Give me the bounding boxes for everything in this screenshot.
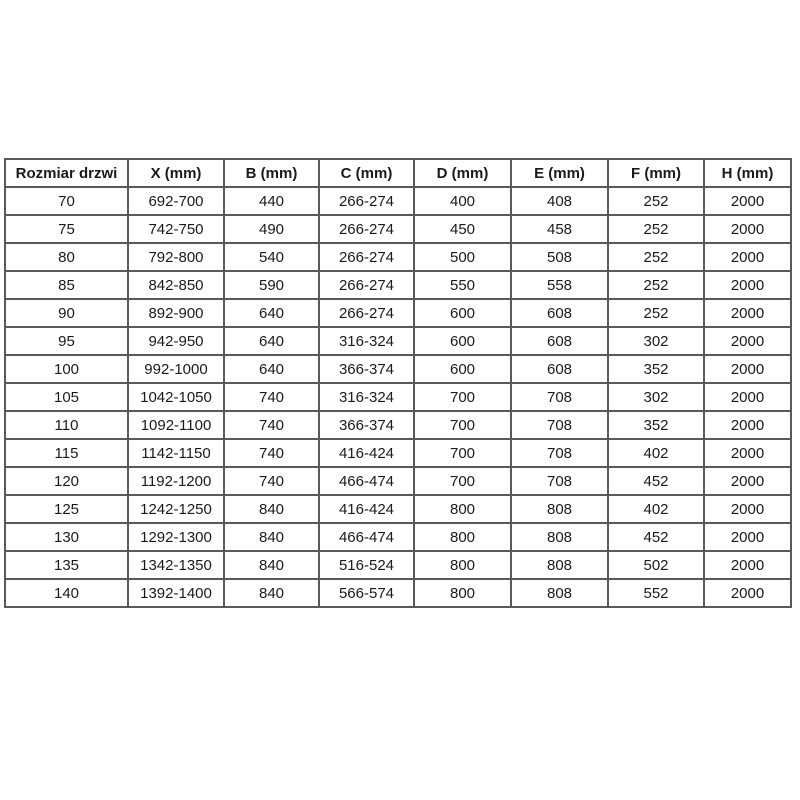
table-cell: 2000 bbox=[704, 299, 791, 327]
table-cell: 566-574 bbox=[319, 579, 414, 607]
table-cell: 1392-1400 bbox=[128, 579, 224, 607]
column-header: D (mm) bbox=[414, 159, 511, 187]
table-row bbox=[5, 411, 791, 439]
table-cell: 740 bbox=[224, 411, 319, 439]
table-cell: 550 bbox=[414, 271, 511, 299]
table-cell: 2000 bbox=[704, 579, 791, 607]
table-cell: 540 bbox=[224, 243, 319, 271]
table-cell: 800 bbox=[414, 579, 511, 607]
table-cell: 2000 bbox=[704, 271, 791, 299]
table-cell: 792-800 bbox=[128, 243, 224, 271]
table-cell: 516-524 bbox=[319, 551, 414, 579]
table-cell: 808 bbox=[511, 551, 608, 579]
column-header: H (mm) bbox=[704, 159, 791, 187]
table-cell: 316-324 bbox=[319, 383, 414, 411]
table-cell: 740 bbox=[224, 383, 319, 411]
table-cell: 416-424 bbox=[319, 495, 414, 523]
table-cell: 416-424 bbox=[319, 439, 414, 467]
table-cell: 80 bbox=[5, 243, 128, 271]
table-cell: 808 bbox=[511, 495, 608, 523]
table-cell: 110 bbox=[5, 411, 128, 439]
table-cell: 700 bbox=[414, 467, 511, 495]
table-cell: 466-474 bbox=[319, 467, 414, 495]
table-row bbox=[5, 299, 791, 327]
table-body bbox=[5, 187, 791, 607]
table-cell: 266-274 bbox=[319, 271, 414, 299]
column-header: B (mm) bbox=[224, 159, 319, 187]
table-cell: 808 bbox=[511, 579, 608, 607]
door-size-table bbox=[4, 158, 792, 608]
table-cell: 252 bbox=[608, 187, 704, 215]
table-cell: 608 bbox=[511, 299, 608, 327]
table-cell: 840 bbox=[224, 579, 319, 607]
table-cell: 640 bbox=[224, 355, 319, 383]
table-row bbox=[5, 215, 791, 243]
table-cell: 2000 bbox=[704, 495, 791, 523]
table-cell: 252 bbox=[608, 243, 704, 271]
table-cell: 800 bbox=[414, 523, 511, 551]
table-cell: 892-900 bbox=[128, 299, 224, 327]
table-cell: 490 bbox=[224, 215, 319, 243]
table-cell: 302 bbox=[608, 383, 704, 411]
column-header: E (mm) bbox=[511, 159, 608, 187]
table-cell: 842-850 bbox=[128, 271, 224, 299]
table-cell: 352 bbox=[608, 355, 704, 383]
table-cell: 2000 bbox=[704, 523, 791, 551]
column-header: F (mm) bbox=[608, 159, 704, 187]
table-cell: 608 bbox=[511, 355, 608, 383]
table-cell: 452 bbox=[608, 523, 704, 551]
table-cell: 85 bbox=[5, 271, 128, 299]
table-cell: 1242-1250 bbox=[128, 495, 224, 523]
table-cell: 2000 bbox=[704, 411, 791, 439]
table-cell: 252 bbox=[608, 299, 704, 327]
table-cell: 700 bbox=[414, 383, 511, 411]
table-cell: 120 bbox=[5, 467, 128, 495]
table-cell: 708 bbox=[511, 383, 608, 411]
table-row bbox=[5, 439, 791, 467]
table-cell: 508 bbox=[511, 243, 608, 271]
table-cell: 692-700 bbox=[128, 187, 224, 215]
table-cell: 252 bbox=[608, 215, 704, 243]
table-cell: 992-1000 bbox=[128, 355, 224, 383]
table-cell: 2000 bbox=[704, 439, 791, 467]
table-cell: 2000 bbox=[704, 243, 791, 271]
table-cell: 266-274 bbox=[319, 243, 414, 271]
table-cell: 708 bbox=[511, 439, 608, 467]
table-cell: 402 bbox=[608, 495, 704, 523]
table-cell: 100 bbox=[5, 355, 128, 383]
table-cell: 452 bbox=[608, 467, 704, 495]
table-cell: 266-274 bbox=[319, 215, 414, 243]
table-row bbox=[5, 579, 791, 607]
table-cell: 600 bbox=[414, 299, 511, 327]
table-row bbox=[5, 243, 791, 271]
table-cell: 302 bbox=[608, 327, 704, 355]
table-cell: 408 bbox=[511, 187, 608, 215]
table-cell: 95 bbox=[5, 327, 128, 355]
table-cell: 640 bbox=[224, 299, 319, 327]
table-cell: 840 bbox=[224, 551, 319, 579]
table-row bbox=[5, 383, 791, 411]
table-cell: 135 bbox=[5, 551, 128, 579]
table-cell: 458 bbox=[511, 215, 608, 243]
table-cell: 840 bbox=[224, 523, 319, 551]
table-cell: 1142-1150 bbox=[128, 439, 224, 467]
table-cell: 450 bbox=[414, 215, 511, 243]
table-cell: 75 bbox=[5, 215, 128, 243]
table-row bbox=[5, 551, 791, 579]
header-row bbox=[5, 159, 791, 187]
table-cell: 70 bbox=[5, 187, 128, 215]
table-cell: 352 bbox=[608, 411, 704, 439]
table-cell: 140 bbox=[5, 579, 128, 607]
table-cell: 2000 bbox=[704, 355, 791, 383]
table-cell: 440 bbox=[224, 187, 319, 215]
table-cell: 800 bbox=[414, 495, 511, 523]
table-row bbox=[5, 495, 791, 523]
table-cell: 266-274 bbox=[319, 187, 414, 215]
table-cell: 115 bbox=[5, 439, 128, 467]
table-row bbox=[5, 271, 791, 299]
table-cell: 840 bbox=[224, 495, 319, 523]
table-cell: 740 bbox=[224, 467, 319, 495]
table-cell: 942-950 bbox=[128, 327, 224, 355]
table-cell: 600 bbox=[414, 355, 511, 383]
table-cell: 2000 bbox=[704, 551, 791, 579]
column-header: Rozmiar drzwi bbox=[5, 159, 128, 187]
table-cell: 2000 bbox=[704, 383, 791, 411]
table-row bbox=[5, 187, 791, 215]
table-row bbox=[5, 327, 791, 355]
table-cell: 742-750 bbox=[128, 215, 224, 243]
table-cell: 1042-1050 bbox=[128, 383, 224, 411]
table-cell: 266-274 bbox=[319, 299, 414, 327]
table-cell: 500 bbox=[414, 243, 511, 271]
table-cell: 1342-1350 bbox=[128, 551, 224, 579]
table-cell: 130 bbox=[5, 523, 128, 551]
column-header: C (mm) bbox=[319, 159, 414, 187]
table-cell: 2000 bbox=[704, 215, 791, 243]
column-header: X (mm) bbox=[128, 159, 224, 187]
table-cell: 1192-1200 bbox=[128, 467, 224, 495]
table-cell: 2000 bbox=[704, 327, 791, 355]
table-cell: 700 bbox=[414, 411, 511, 439]
table-cell: 252 bbox=[608, 271, 704, 299]
table-cell: 552 bbox=[608, 579, 704, 607]
table-row bbox=[5, 523, 791, 551]
table-row bbox=[5, 355, 791, 383]
table-cell: 105 bbox=[5, 383, 128, 411]
table-cell: 402 bbox=[608, 439, 704, 467]
table-cell: 316-324 bbox=[319, 327, 414, 355]
table-cell: 800 bbox=[414, 551, 511, 579]
table-row bbox=[5, 467, 791, 495]
table-cell: 2000 bbox=[704, 467, 791, 495]
table-cell: 708 bbox=[511, 411, 608, 439]
table-cell: 466-474 bbox=[319, 523, 414, 551]
table-cell: 640 bbox=[224, 327, 319, 355]
table-cell: 558 bbox=[511, 271, 608, 299]
table-cell: 502 bbox=[608, 551, 704, 579]
table-cell: 1092-1100 bbox=[128, 411, 224, 439]
table-cell: 125 bbox=[5, 495, 128, 523]
table-cell: 1292-1300 bbox=[128, 523, 224, 551]
table-cell: 366-374 bbox=[319, 411, 414, 439]
table-cell: 708 bbox=[511, 467, 608, 495]
table-cell: 590 bbox=[224, 271, 319, 299]
table-cell: 90 bbox=[5, 299, 128, 327]
table-cell: 366-374 bbox=[319, 355, 414, 383]
table-cell: 600 bbox=[414, 327, 511, 355]
table-cell: 400 bbox=[414, 187, 511, 215]
table-cell: 808 bbox=[511, 523, 608, 551]
table-cell: 700 bbox=[414, 439, 511, 467]
table-cell: 608 bbox=[511, 327, 608, 355]
table-cell: 740 bbox=[224, 439, 319, 467]
table-cell: 2000 bbox=[704, 187, 791, 215]
